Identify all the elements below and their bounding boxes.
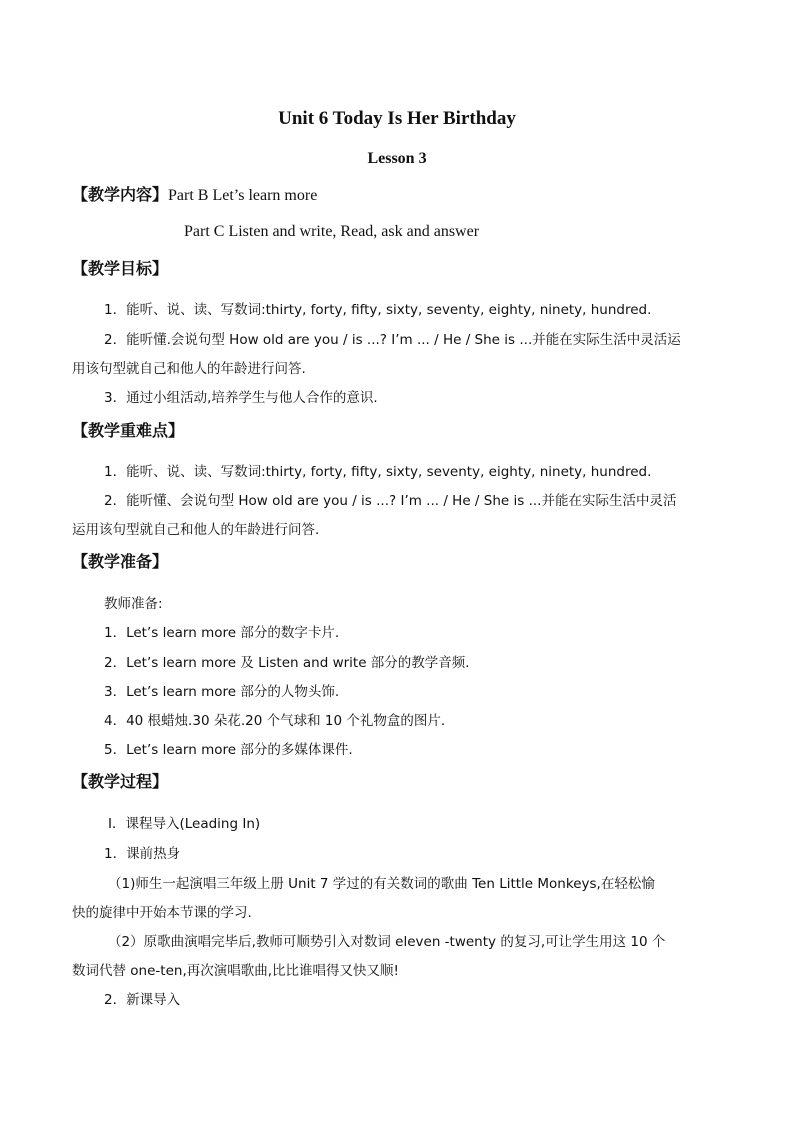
prep-item-1: 1．Let’s learn more 部分的数字卡片. bbox=[104, 625, 340, 641]
keypoints-heading: 【教学重难点】 bbox=[72, 421, 185, 440]
content-heading-label: 【教学内容】 bbox=[72, 185, 169, 204]
prep-heading: 【教学准备】 bbox=[72, 552, 169, 571]
prep-item-2: 2．Let’s learn more 及 Listen and write 部分的教学音频. bbox=[104, 655, 470, 671]
process-paragraph-2-cont: 数词代替 one-ten,再次演唱歌曲,比比谁唱得又快又顺! bbox=[72, 963, 399, 979]
goals-item-1: 1．能听、说、读、写数词:thirty, forty, fifty, sixty, seventy, eighty, ninety, hundred. bbox=[104, 302, 652, 318]
process-step-2: 2．新课导入 bbox=[104, 992, 181, 1008]
process-paragraph-1-cont: 快的旋律中开始本节课的学习. bbox=[72, 905, 252, 921]
lesson-subtitle: Lesson 3 bbox=[367, 150, 427, 167]
process-paragraph-2: （2）原歌曲演唱完毕后,教师可顺势引入对数词 eleven -twenty 的复习,可让学生用这 10 个 bbox=[108, 934, 666, 950]
process-heading: 【教学过程】 bbox=[72, 772, 169, 791]
keypoints-item-2: 2．能听懂、会说句型 How old are you / is ...? I’m ... / He / She is ...并能在实际生活中灵活 bbox=[104, 493, 677, 509]
content-line-1: Part B Let’s learn more bbox=[168, 187, 318, 204]
keypoints-item-1: 1．能听、说、读、写数词:thirty, forty, fifty, sixty, seventy, eighty, ninety, hundred. bbox=[104, 464, 652, 480]
prep-intro: 教师准备: bbox=[104, 596, 163, 612]
content-heading bbox=[72, 182, 317, 205]
goals-item-2: 2．能听懂.会说句型 How old are you / is ...? I’m ... / He / She is ...并能在实际生活中灵活运 bbox=[104, 332, 681, 348]
prep-item-5: 5．Let’s learn more 部分的多媒体课件. bbox=[104, 742, 353, 758]
document-title: Unit 6 Today Is Her Birthday bbox=[278, 108, 516, 129]
goals-item-3: 3．通过小组活动,培养学生与他人合作的意识. bbox=[104, 390, 378, 406]
process-section-1: Ⅰ．课程导入(Leading In) bbox=[108, 816, 261, 832]
content-line-2: Part C Listen and write, Read, ask and answer bbox=[184, 223, 480, 240]
goals-item-2-cont: 用该句型就自己和他人的年龄进行问答. bbox=[72, 361, 306, 377]
prep-item-4: 4．40 根蜡烛.30 朵花.20 个气球和 10 个礼物盒的图片. bbox=[104, 713, 446, 729]
prep-item-3: 3．Let’s learn more 部分的人物头饰. bbox=[104, 684, 340, 700]
process-step-1: 1．课前热身 bbox=[104, 846, 181, 862]
process-paragraph-1: （1)师生一起演唱三年级上册 Unit 7 学过的有关数词的歌曲 Ten Little Monkeys,在轻松愉 bbox=[108, 876, 655, 892]
goals-heading: 【教学目标】 bbox=[72, 259, 169, 278]
keypoints-item-2-cont: 运用该句型就自己和他人的年龄进行问答. bbox=[72, 522, 320, 538]
